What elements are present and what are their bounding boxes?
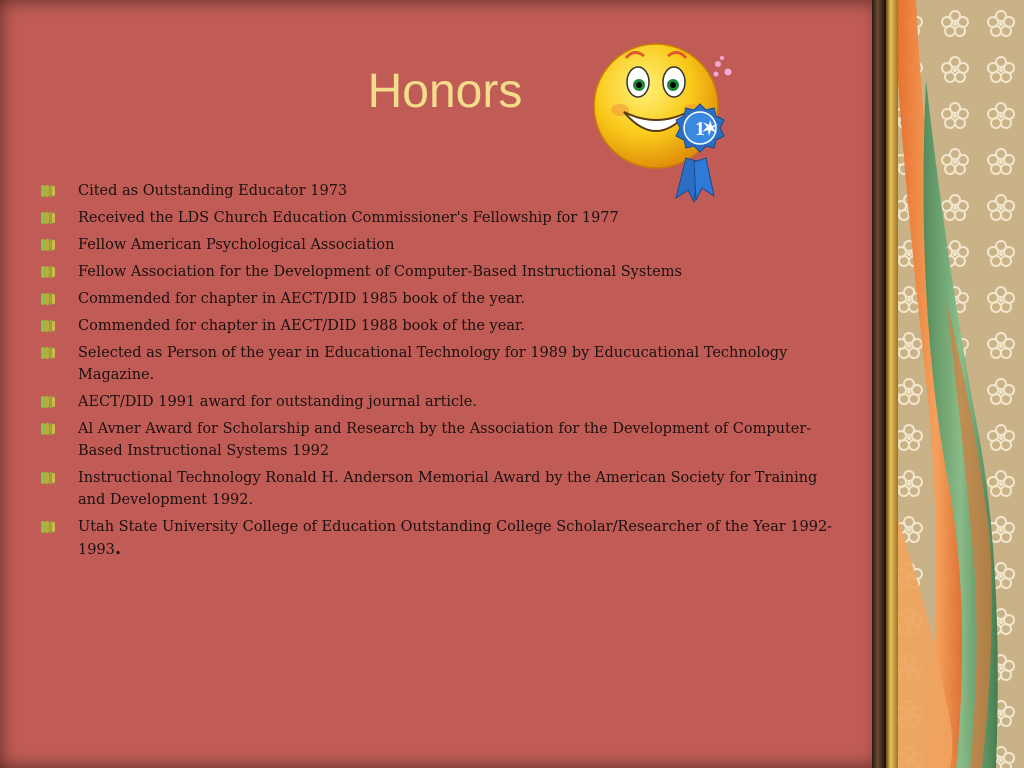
slide-title: Honors <box>367 65 523 118</box>
bullet-icon <box>40 345 56 361</box>
bullet-icon <box>40 237 56 253</box>
list-item <box>40 516 840 561</box>
bullet-icon <box>40 264 56 280</box>
bullet-icon <box>40 183 56 199</box>
list-item-text: Commended for chapter in AECT/DID 1985 book of the year. <box>78 291 525 307</box>
list-item-text: Commended for chapter in AECT/DID 1988 book of the year. <box>78 318 525 334</box>
bullet-icon <box>40 318 56 334</box>
list-item-text: Utah State University College of Education Outstanding College Scholar/Researcher of the Year 1992-1993 <box>78 519 833 558</box>
list-item-text: Fellow Association for the Development of Computer-Based Instructional Systems <box>78 264 682 280</box>
list-item-text: Cited as Outstanding Educator 1973 <box>78 183 348 199</box>
list-item-trailing-period: . <box>114 538 122 559</box>
list-item <box>40 342 840 386</box>
list-item <box>40 467 840 511</box>
list-item-text: Received the LDS Church Education Commissioner's Fellowship for 1977 <box>78 210 619 226</box>
panel-divider <box>872 0 886 768</box>
bullet-icon <box>40 394 56 410</box>
bullet-icon <box>40 291 56 307</box>
honors-list <box>40 180 840 566</box>
list-item <box>40 288 840 310</box>
bullet-icon <box>40 519 56 535</box>
list-item <box>40 207 840 229</box>
bullet-icon <box>40 421 56 437</box>
list-item-text: Al Avner Award for Scholarship and Research by the Association for the Development of Computer-Based Instructional Systems 1992 <box>78 421 812 459</box>
list-item-text: Selected as Person of the year in Educational Technology for 1989 by Educucational Technology Magazine. <box>78 345 788 383</box>
floral-curtain-decoration <box>886 0 1024 768</box>
list-item <box>40 261 840 283</box>
bullet-icon <box>40 470 56 486</box>
list-item <box>40 315 840 337</box>
smiley-face-icon <box>590 40 750 210</box>
list-item-text: AECT/DID 1991 award for outstanding journal article. <box>78 394 477 410</box>
list-item <box>40 391 840 413</box>
list-item <box>40 234 840 256</box>
list-item-text: Instructional Technology Ronald H. Anderson Memorial Award by the American Society for Training and Development 1992. <box>78 470 818 508</box>
list-item-text: Fellow American Psychological Association <box>78 237 395 253</box>
bullet-icon <box>40 210 56 226</box>
list-item <box>40 418 840 462</box>
ribbon-label: 1 <box>695 118 705 140</box>
